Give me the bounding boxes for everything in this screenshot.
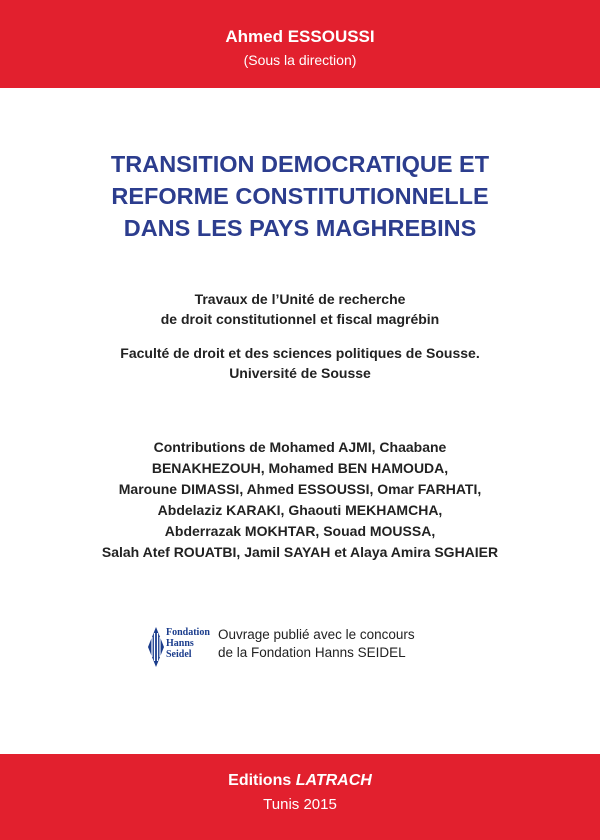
publisher-prefix: Editions	[228, 772, 292, 789]
publisher-brand: LATRACH	[295, 772, 372, 789]
bottom-band	[0, 754, 600, 840]
sponsor-line: de la Fondation Hanns SEIDEL	[218, 645, 406, 660]
faculty-line: Université de Sousse	[229, 365, 371, 381]
contributors-line: Salah Atef ROUATBI, Jamil SAYAH et Alaya Amira SGHAIER	[101, 544, 499, 560]
foundation-logo-text	[166, 627, 210, 660]
author-role: (Sous la direction)	[243, 52, 357, 68]
publisher	[0, 772, 600, 790]
research-line: Travaux de l’Unité de recherche	[194, 291, 406, 307]
book-title	[0, 148, 600, 244]
contributors	[0, 437, 600, 563]
sponsor-line: Ouvrage publié avec le concours	[218, 627, 415, 642]
foundation-logo-icon	[145, 627, 167, 667]
logo-word: Fondation	[166, 627, 210, 638]
title-line: DANS LES PAYS MAGHREBINS	[123, 215, 477, 241]
author-name: Ahmed ESSOUSSI	[225, 27, 375, 46]
faculty-line: Faculté de droit et des sciences politiques de Sousse.	[120, 345, 480, 361]
logo-word: Hanns	[166, 638, 194, 649]
contributors-line: Abderrazak MOKHTAR, Souad MOUSSA,	[164, 523, 436, 539]
place-year: Tunis 2015	[263, 796, 337, 813]
logo-word: Seidel	[166, 649, 192, 660]
title-line: REFORME CONSTITUTIONNELLE	[111, 183, 489, 209]
contributors-line: Maroune DIMASSI, Ahmed ESSOUSSI, Omar FARHATI,	[118, 481, 482, 497]
research-line: de droit constitutionnel et fiscal magrébin	[160, 311, 440, 327]
research-unit	[0, 289, 600, 329]
contributors-line: Contributions de Mohamed AJMI, Chaabane	[153, 439, 447, 455]
faculty-info	[0, 343, 600, 383]
contributors-line: BENAKHEZOUH, Mohamed BEN HAMOUDA,	[151, 460, 449, 476]
sponsor-text	[218, 626, 415, 662]
contributors-line: Abdelaziz KARAKI, Ghaouti MEKHAMCHA,	[157, 502, 443, 518]
top-band	[0, 0, 600, 88]
title-line: TRANSITION DEMOCRATIQUE ET	[110, 151, 490, 177]
